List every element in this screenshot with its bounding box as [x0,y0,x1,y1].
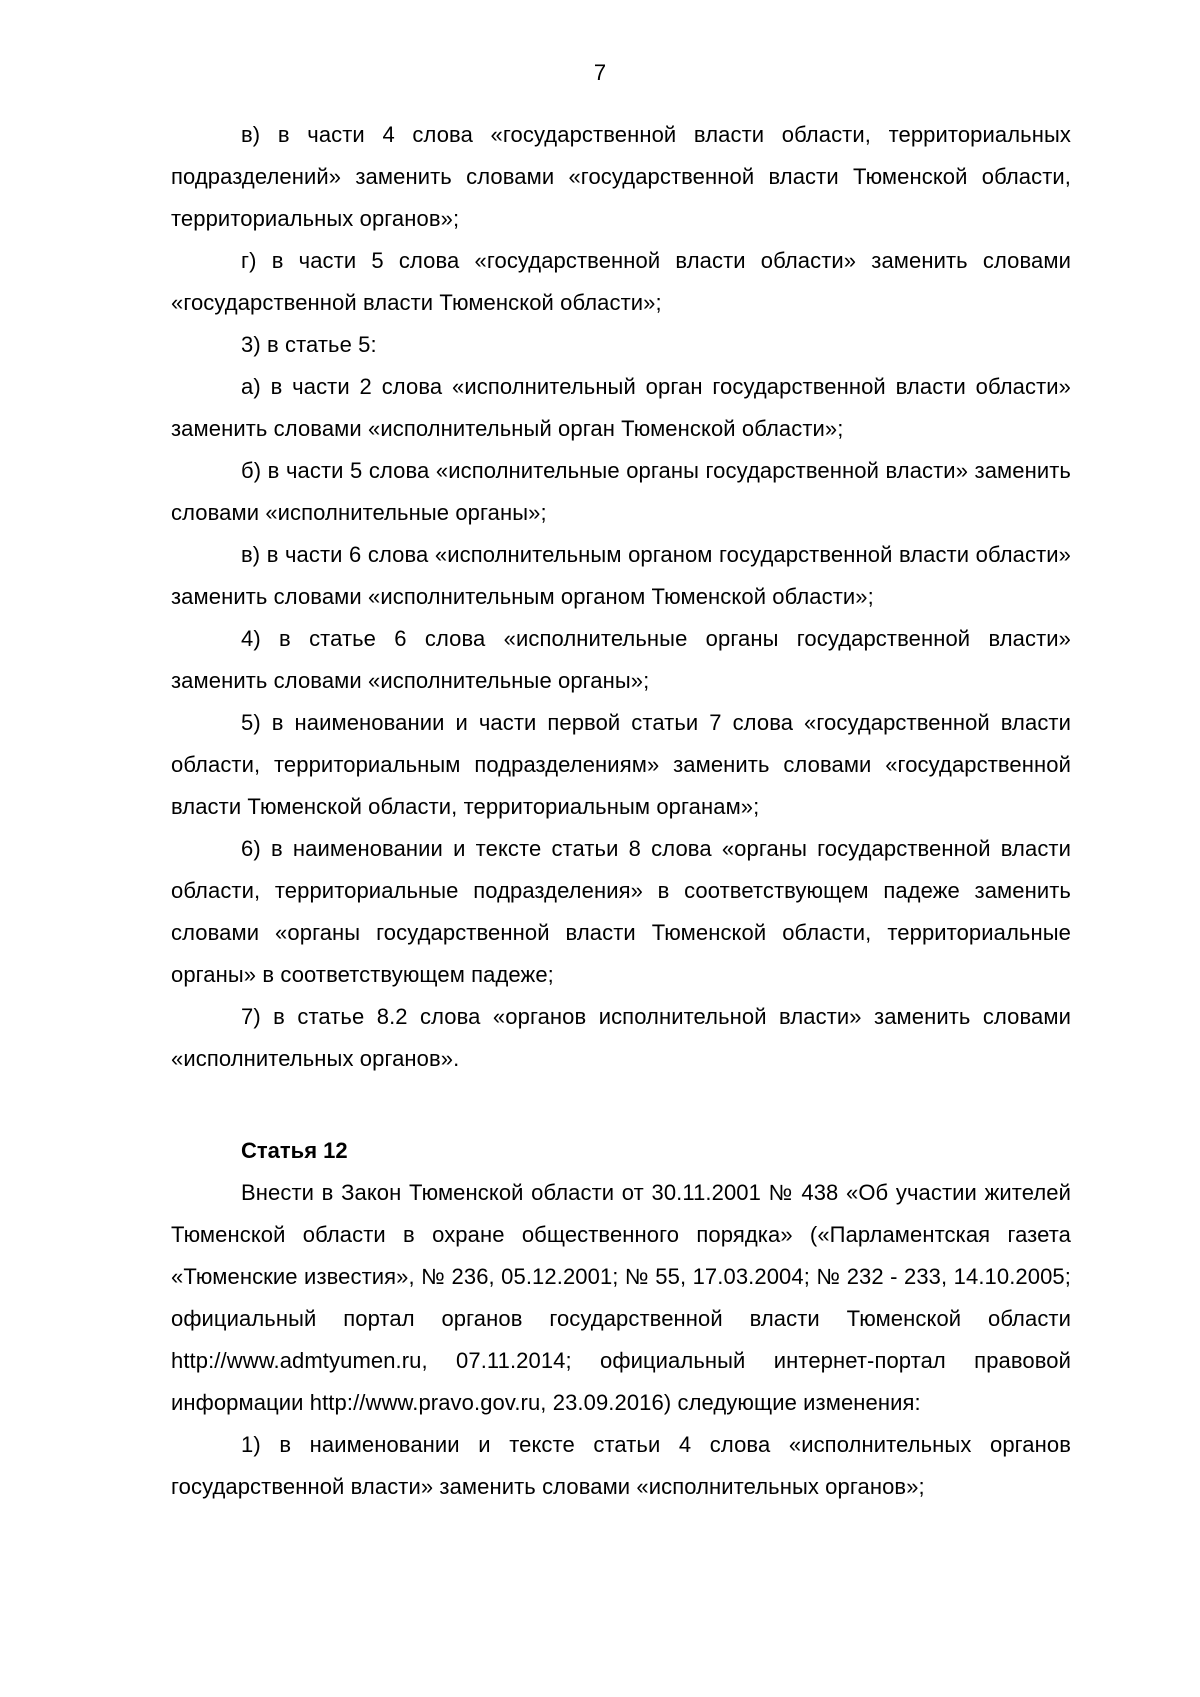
paragraph-item-6-article-8: 6) в наименовании и тексте статьи 8 слова «органы государственной власти области, территориальные подразделения» в соответствующем падеже заменить словами «органы государственной власти Тюменской области, территориальные органы» в соответствующем падеже; [171,836,1071,987]
paragraph-amendment-v-part-6: в) в части 6 слова «исполнительным органом государственной власти области» заменить словами «исполнительным органом Тюменской области»; [171,542,1071,609]
page-number: 7 [593,60,607,85]
paragraph-amendment-b-part-5: б) в части 5 слова «исполнительные органы государственной власти» заменить словами «исполнительные органы»; [171,458,1071,525]
paragraph-article-12-intro: Внести в Закон Тюменской области от 30.11.2001 № 438 «Об участии жителей Тюменской области в охране общественного порядка» («Парламентская газета «Тюменские известия», № 236, 05.12.2001; № 55, 17.03.2004; № 232 - 233, 14.10.2005; официальный портал органов государственной власти Тюменской области http://www.admtyumen.ru, 07.11.2014; официальный интернет-портал правовой информации http://www.pravo.gov.ru, 23.09.2016) следующие изменения: [171,1180,1071,1415]
paragraph-item-4-article-6: 4) в статье 6 слова «исполнительные органы государственной власти» заменить словами «исполнительные органы»; [171,626,1071,693]
paragraph-amendment-v-part-4: в) в части 4 слова «государственной власти области, территориальных подразделений» заменить словами «государственной власти Тюменской области, территориальных органов»; [171,122,1071,231]
article-heading: Статья 12 [241,1138,348,1163]
paragraph-item-5-article-7: 5) в наименовании и части первой статьи 7 слова «государственной власти области, территориальным подразделениям» заменить словами «государственной власти Тюменской области, территориальным органам»; [171,710,1071,819]
paragraph-item-3-article-5: 3) в статье 5: [241,332,377,357]
paragraph-item-7-article-8-2: 7) в статье 8.2 слова «органов исполнительной власти» заменить словами «исполнительных органов». [171,1004,1071,1071]
paragraph-article-12-item-1: 1) в наименовании и тексте статьи 4 слова «исполнительных органов государственной власти» заменить словами «исполнительных органов»; [171,1432,1071,1499]
paragraph-amendment-a-part-2: а) в части 2 слова «исполнительный орган государственной власти области» заменить словами «исполнительный орган Тюменской области»; [171,374,1071,441]
paragraph-amendment-g-part-5: г) в части 5 слова «государственной власти области» заменить словами «государственной власти Тюменской области»; [171,248,1071,315]
document-body [171,114,1071,1508]
